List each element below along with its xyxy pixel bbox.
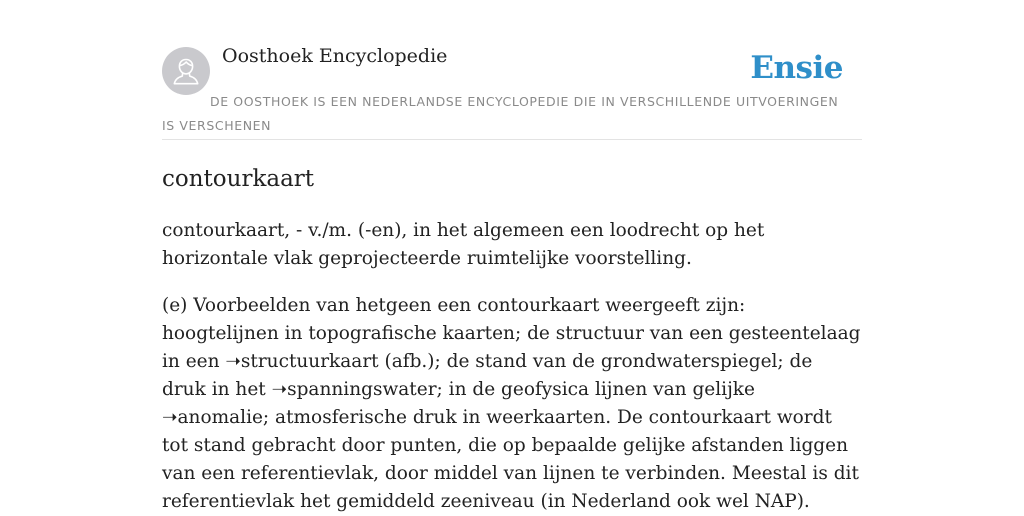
entry-title: contourkaart (162, 166, 315, 192)
entry-paragraph: (e) Voorbeelden van hetgeen een contourkaart weergeeft zijn: hoogtelijnen in topografische kaarten; de structuur van een gesteentelaag in een ➝structuurkaart (afb.); de stand van de grondwaterspiegel; de druk in het ➝spanningswater; in de geofysica lijnen van gelijke ➝anomalie; atmosferische druk in weerkaarten. De contourkaart wordt tot stand gebracht door punten, die op bepaalde gelijke afstanden liggen van een referentievlak, door middel van lijnen te verbinden. Meestal is dit referentievlak het gemiddeld zeeniveau (in Nederland ook wel NAP). (162, 295, 861, 512)
source-description: DE OOSTHOEK IS EEN NEDERLANDSE ENCYCLOPEDIE DIE IN VERSCHILLENDE UITVOERINGEN IS VERSCHENEN (162, 94, 839, 133)
entry-paragraph: contourkaart, - v./m. (-en), in het algemeen een loodrecht op het horizontale vlak geprojecteerde ruimtelijke voorstelling. (162, 220, 765, 269)
entry-body (162, 217, 862, 516)
user-icon (162, 47, 210, 95)
source-title[interactable]: Oosthoek Encyclopedie (222, 45, 448, 67)
ensie-logo[interactable]: Ensie (750, 50, 843, 86)
page-container (162, 0, 862, 516)
source-avatar[interactable] (162, 47, 210, 95)
source-header (162, 0, 862, 140)
